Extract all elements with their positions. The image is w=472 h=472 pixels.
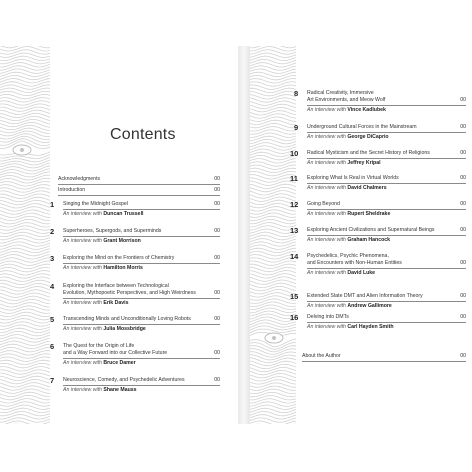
page-number: 00 — [460, 353, 466, 359]
chapter-number: 16 — [290, 313, 299, 322]
divider — [58, 184, 220, 185]
interviewee-name[interactable]: Bruce Damer — [103, 360, 136, 366]
interview-prefix: An interview with — [307, 211, 346, 217]
interview-prefix: An interview with — [307, 107, 346, 113]
chapter-title-line: Transcending Minds and Unconditionally Loving Robots — [63, 316, 191, 322]
interviewee-name[interactable]: David Chalmers — [347, 185, 387, 191]
chapter-title-line: Radical Creativity, Immersive — [307, 90, 374, 96]
page-number: 00 — [214, 201, 220, 207]
divider — [63, 385, 220, 386]
chapter-number: 13 — [290, 226, 299, 235]
chapter-title-line: Delving into DMTs — [307, 314, 349, 320]
interview-line — [307, 270, 375, 276]
chapter-title-line: Evolution, Mythopoetic Perspectives, and High Weirdness — [63, 290, 196, 296]
interview-prefix: An interview with — [307, 303, 346, 309]
interview-line — [63, 238, 141, 244]
interviewee-name[interactable]: David Luke — [347, 270, 376, 276]
chapter-number: 2 — [50, 227, 55, 236]
interview-line — [63, 360, 136, 366]
divider — [307, 268, 466, 269]
chapter-number: 6 — [50, 342, 55, 351]
page-number: 00 — [214, 176, 220, 182]
left-page — [0, 46, 238, 424]
chapter-number: 11 — [290, 174, 298, 183]
interview-prefix: An interview with — [63, 387, 102, 393]
interview-prefix: An interview with — [63, 238, 102, 244]
chapter-number: 9 — [294, 123, 299, 132]
chapter-title-line: Radical Mysticism and the Secret History of Religions — [307, 150, 430, 156]
interview-prefix: An interview with — [307, 237, 346, 243]
page-number: 00 — [214, 290, 220, 296]
divider — [307, 158, 466, 159]
chapter-title-line: Exploring the Interface between Technological — [63, 283, 169, 289]
interview-prefix: An interview with — [307, 134, 346, 140]
chapter-title-line: Psychedelics, Psychic Phenomena, — [307, 253, 389, 259]
interviewee-name[interactable]: Graham Hancock — [347, 237, 391, 243]
divider — [63, 263, 220, 264]
interview-prefix: An interview with — [307, 160, 346, 166]
chapter-title-line: and Encounters with Non-Human Entities — [307, 260, 402, 266]
toc-left — [0, 46, 238, 424]
divider — [307, 209, 466, 210]
page-number: 00 — [214, 255, 220, 261]
interviewee-name[interactable]: Erik Davis — [103, 300, 129, 306]
divider — [58, 195, 220, 196]
page-number: 00 — [214, 187, 220, 193]
interview-line — [63, 265, 143, 271]
chapter-title-line: Superheroes, Supergods, and Superminds — [63, 228, 162, 234]
chapter-number: 1 — [50, 200, 55, 209]
page-number: 00 — [214, 377, 220, 383]
interview-prefix: An interview with — [63, 300, 102, 306]
page-number: 00 — [460, 124, 466, 130]
interview-prefix: An interview with — [307, 324, 346, 330]
divider — [307, 235, 466, 236]
right-page — [250, 46, 472, 424]
chapter-number: 8 — [294, 89, 299, 98]
chapter-title-line: The Quest for the Origin of Life — [63, 343, 135, 349]
divider — [63, 324, 220, 325]
divider — [307, 301, 466, 302]
interviewee-name[interactable]: George DiCaprio — [347, 134, 389, 140]
interview-prefix: An interview with — [63, 360, 102, 366]
page-number: 00 — [214, 350, 220, 356]
interviewee-name[interactable]: Duncan Trussell — [103, 211, 144, 217]
chapter-title-line: Exploring Ancient Civilizations and Supernatural Beings — [307, 227, 435, 233]
interviewee-name[interactable]: Andrew Gallimore — [347, 303, 392, 309]
interview-line — [307, 303, 392, 309]
divider — [307, 183, 466, 184]
chapter-number: 14 — [290, 252, 299, 261]
divider — [63, 236, 220, 237]
interview-line — [307, 107, 386, 113]
interviewee-name[interactable]: Carl Hayden Smith — [347, 324, 394, 330]
toc-right — [250, 46, 472, 424]
interview-line — [63, 387, 137, 393]
page-title: Contents — [110, 126, 176, 143]
interview-line — [307, 185, 387, 191]
page-number: 00 — [460, 201, 466, 207]
interview-prefix: An interview with — [307, 270, 346, 276]
chapter-number: 7 — [50, 376, 55, 385]
chapter-title-line: Exploring the Mind on the Frontiers of Chemistry — [63, 255, 175, 261]
page-number: 00 — [460, 293, 466, 299]
page-number: 00 — [460, 150, 466, 156]
interview-line — [307, 324, 394, 330]
chapter-title-line: Exploring What Is Real in Virtual Worlds — [307, 175, 399, 181]
divider — [63, 298, 220, 299]
page-number: 00 — [460, 175, 466, 181]
interviewee-name[interactable]: Vince Kadlubek — [347, 107, 386, 113]
divider — [302, 361, 466, 362]
divider — [307, 132, 466, 133]
entry-title: Acknowledgments — [58, 176, 101, 182]
chapter-number: 10 — [290, 149, 299, 158]
book-gutter — [238, 46, 250, 424]
interviewee-name[interactable]: Rupert Sheldrake — [347, 211, 391, 217]
chapter-title-line: and a Way Forward into our Collective Future — [63, 350, 168, 356]
interviewee-name[interactable]: Hamilton Morris — [103, 265, 143, 271]
chapter-title-line: Singing the Midnight Gospel — [63, 201, 128, 207]
interview-line — [307, 211, 390, 217]
page-number: 00 — [460, 314, 466, 320]
chapter-title-line: Art Environments, and Meow Wolf — [307, 97, 386, 103]
divider — [63, 209, 220, 210]
chapter-title-line: Neuroscience, Comedy, and Psychedelic Adventures — [63, 377, 185, 383]
interview-line — [307, 160, 381, 166]
interview-prefix: An interview with — [63, 326, 102, 332]
entry-title: Introduction — [58, 187, 86, 193]
page-number: 00 — [214, 316, 220, 322]
interviewee-name[interactable]: Jeffrey Kripal — [347, 160, 381, 166]
interview-line — [307, 237, 390, 243]
interview-line — [63, 211, 143, 217]
divider — [307, 105, 466, 106]
page-number: 00 — [460, 260, 466, 266]
divider — [307, 322, 466, 323]
interview-line — [63, 300, 128, 306]
chapter-number: 15 — [290, 292, 299, 301]
divider — [63, 358, 220, 359]
chapter-number: 3 — [50, 254, 55, 263]
chapter-number: 4 — [50, 282, 55, 291]
interviewee-name[interactable]: Shane Mauss — [103, 387, 137, 393]
entry-title: About the Author — [302, 353, 341, 359]
interview-line — [307, 134, 389, 140]
interviewee-name[interactable]: Julia Mossbridge — [103, 326, 146, 332]
chapter-title-line: Underground Cultural Forces in the Mainstream — [307, 124, 417, 130]
page-number: 00 — [460, 227, 466, 233]
page-number: 00 — [214, 228, 220, 234]
interview-prefix: An interview with — [63, 265, 102, 271]
interview-prefix: An interview with — [307, 185, 346, 191]
chapter-title-line: Extended State DMT and Alien Information Theory — [307, 293, 423, 299]
chapter-number: 12 — [290, 200, 299, 209]
interview-prefix: An interview with — [63, 211, 102, 217]
page-number: 00 — [460, 97, 466, 103]
chapter-number: 5 — [50, 315, 55, 324]
interview-line — [63, 326, 146, 332]
interviewee-name[interactable]: Grant Morrison — [103, 238, 141, 244]
chapter-title-line: Going Beyond — [307, 201, 340, 207]
